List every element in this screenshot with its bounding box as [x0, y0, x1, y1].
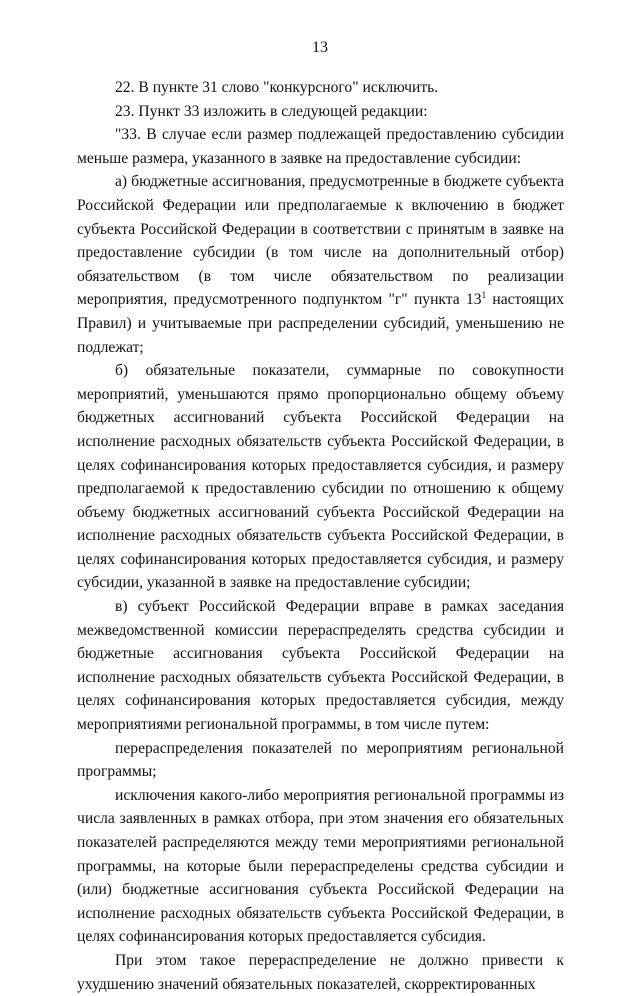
page-number: 13 [312, 39, 328, 56]
paragraph-subpoint-v: в) субъект Российской Федерации вправе в рамках заседания межведомственной комиссии перераспределять средства субсидии и бюджетные ассигнования субъекта Российской Федерации на исполнение расходных обязательств субъекта Российской Федерации, в целях софинансирования которых предоставляется субсидия, между мероприятиями региональной программы, в том числе путем: [77, 598, 564, 734]
superscript-reference: 1 [481, 290, 487, 301]
paragraph-condition: При этом такое перераспределение не должно привести к ухудшению значений обязательных показателей, скорректированных [77, 951, 564, 993]
paragraph-subpoint-b: б) обязательные показатели, суммарные по совокупности мероприятий, уменьшаются прямо пропорционально общему объему бюджетных ассигнований субъекта Российской Федерации на исполнение расходных обязательств субъекта Российской Федерации, в целях софинансирования которых предоставляется субсидия, и размеру предполагаемой к предоставлению субсидии по отношению к общему объему бюджетных ассигнований субъекта Российской Федерации на исполнение расходных обязательств субъекта Российской Федерации, в целях софинансирования которых предоставляется субсидия, и размеру субсидии, указанной в заявке на предоставление субсидии; [77, 362, 564, 592]
paragraph-subpoint-a [77, 170, 564, 359]
subpoint-a-text-end: настоящих Правил) и учитываемые при распределении субсидий, уменьшению не подлежат; [77, 291, 564, 356]
paragraph-point-33-intro: "33. В случае если размер подлежащей предоставлению субсидии меньше размера, указанного в заявке на предоставление субсидии: [77, 126, 564, 167]
paragraph-item-23: 23. Пункт 33 изложить в следующей редакции: [115, 102, 428, 120]
document-body [77, 76, 564, 996]
subpoint-a-text: а) бюджетные ассигнования, предусмотренные в бюджете субъекта Российской Федерации или предполагаемые к включению в бюджет субъекта Российской Федерации в соответствии с принятым в заявке на предоставление субсидии (в том числе на дополнительный отбор) обязательством (в том числе обязательством по реализации мероприятия, предусмотренного подпунктом "г" пункта 13 [77, 173, 564, 309]
paragraph-item-22: 22. В пункте 31 слово "конкурсного" исключить. [115, 79, 439, 96]
paragraph-redistribution: перераспределения показателей по мероприятиям региональной программы; [77, 739, 564, 781]
paragraph-exclusion: исключения какого-либо мероприятия региональной программы из числа заявленных в рамках отбора, при этом значения его обязательных показателей распределяются между теми мероприятиями региональной программы, на которые были перераспределены средства субсидии и (или) бюджетные ассигнования субъекта Российской Федерации на исполнение расходных обязательств субъекта Российской Федерации, в целях софинансирования которых предоставляется субсидия. [77, 786, 564, 946]
